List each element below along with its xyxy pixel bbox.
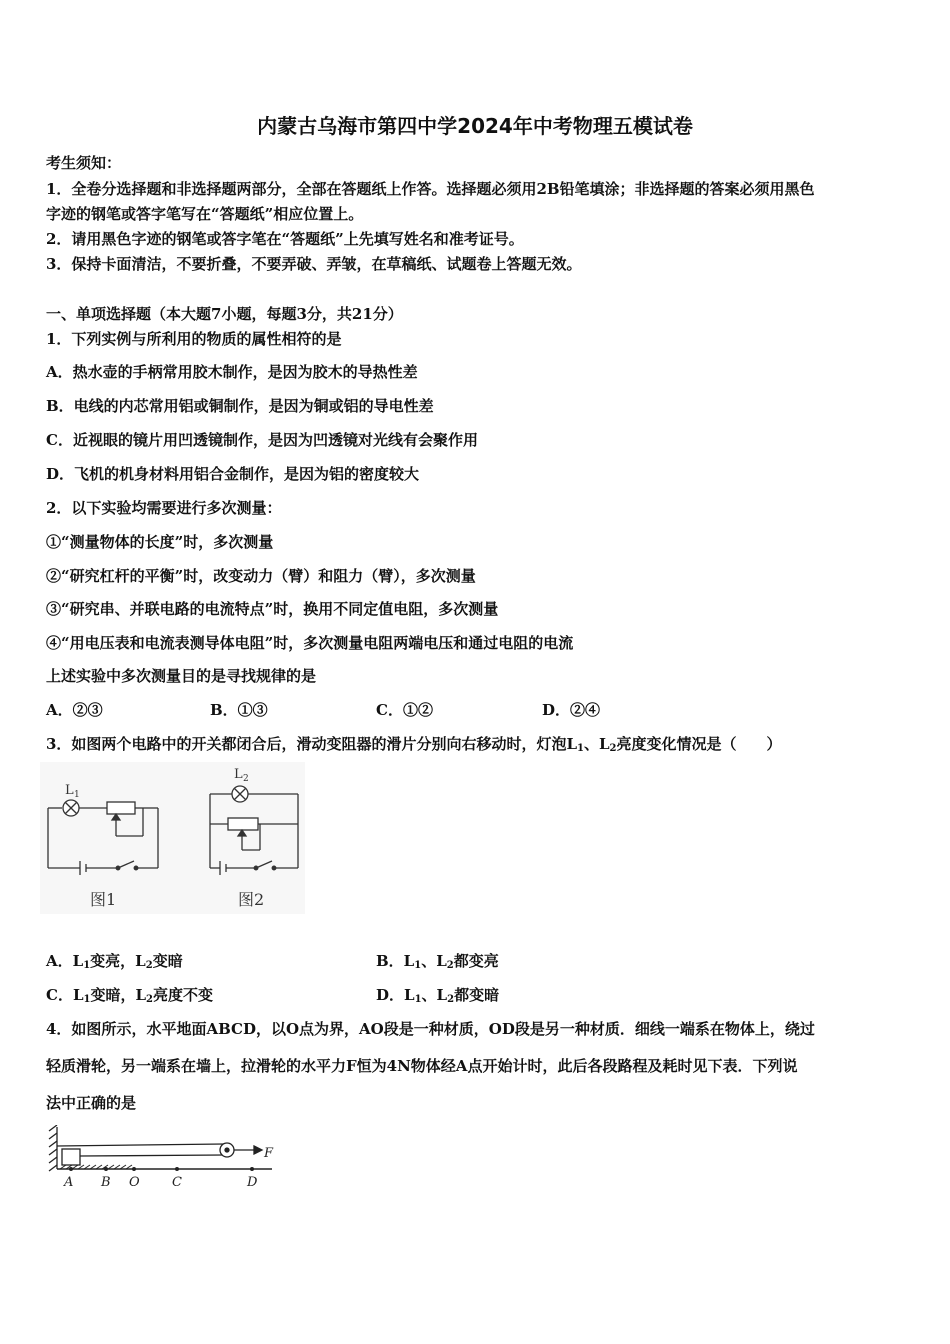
rheostat-2 <box>228 818 258 830</box>
q4-stem-line-3: 法中正确的是 <box>46 1094 137 1112</box>
q4-stem-line-2: 轻质滑轮，另一端系在墙上，拉滑轮的水平力F恒为4N物体经A点开始计时，此后各段路程及耗时见下表．下列说 <box>46 1057 798 1075</box>
q3-stem: 3．如图两个电路中的开关都闭合后，滑动变阻器的滑片分别向右移动时，灯泡$L_1$、$L_2$亮度变化情况是（ ） <box>46 735 782 754</box>
svg-text:O: O <box>129 1175 140 1190</box>
q2-option-d: D．②④ <box>542 701 601 719</box>
fig2-caption: 图2 <box>238 890 265 909</box>
q2-option-b: B．①③ <box>210 701 268 719</box>
q2-stem: 2．以下实验均需要进行多次测量： <box>46 499 282 517</box>
q3-option-d: D．$L_1$、$L_2$都变暗 <box>376 986 500 1005</box>
rheostat-1 <box>107 802 135 814</box>
q2-question: 上述实验中多次测量目的是寻找规律的是 <box>46 667 317 685</box>
svg-text:F: F <box>264 1146 274 1161</box>
q3-option-c: C．$L_1$变暗，$L_2$亮度不变 <box>46 986 214 1005</box>
q1-option-b: B．电线的内芯常用铝或铜制作，是因为铜或铝的导电性差 <box>46 397 434 415</box>
svg-text:D: D <box>247 1175 258 1190</box>
q1-stem: 1．下列实例与所利用的物质的属性相符的是 <box>46 330 342 348</box>
q2-option-a: A．②③ <box>46 701 103 719</box>
svg-text:A: A <box>64 1175 74 1190</box>
force-arrow-icon <box>254 1146 262 1154</box>
q3-option-a: A．$L_1$变亮，$L_2$变暗 <box>46 952 183 971</box>
svg-text:L: L <box>65 783 74 798</box>
q2-statement-2: ②“研究杠杆的平衡”时，改变动力（臂）和阻力（臂），多次测量 <box>46 567 476 585</box>
q3-circuit-figure <box>40 762 305 914</box>
svg-text:L: L <box>234 767 243 782</box>
svg-text:2: 2 <box>243 774 249 784</box>
block <box>62 1149 80 1165</box>
q1-option-c: C．近视眼的镜片用凹透镜制作，是因为凹透镜对光线有会聚作用 <box>46 431 478 449</box>
q3-option-b: B．$L_1$、$L_2$都变亮 <box>376 952 499 971</box>
q2-statement-1: ①“测量物体的长度”时，多次测量 <box>46 533 274 551</box>
notice-item-1-cont: 字迹的钢笔或答字笔写在“答题纸”相应位置上。 <box>46 205 364 223</box>
q2-statement-3: ③“研究串、并联电路的电流特点”时，换用不同定值电阻，多次测量 <box>46 600 499 618</box>
q2-statement-4: ④“用电压表和电流表测导体电阻”时，多次测量电阻两端电压和通过电阻的电流 <box>46 634 574 652</box>
notice-item-3: 3．保持卡面清洁，不要折叠，不要弄破、弄皱，在草稿纸、试题卷上答题无效。 <box>46 255 582 273</box>
notice-item-1: 1．全卷分选择题和非选择题两部分，全部在答题纸上作答。选择题必须用2B铅笔填涂；非选择题的答案必须用黑色 <box>46 180 815 198</box>
notice-item-2: 2．请用黑色字迹的钢笔或答字笔在“答题纸”上先填写姓名和准考证号。 <box>46 230 524 248</box>
fig1-caption: 图1 <box>90 890 117 909</box>
svg-text:B: B <box>101 1175 111 1190</box>
q4-stem-line-1: 4．如图所示，水平地面ABCD，以O点为界，AO段是一种材质，OD段是另一种材质．细线一端系在物体上，绕过 <box>46 1020 815 1038</box>
q1-option-a: A．热水壶的手柄常用胶木制作，是因为胶木的导热性差 <box>46 363 418 381</box>
q2-option-c: C．①② <box>376 701 433 719</box>
notice-heading: 考生须知： <box>46 154 122 172</box>
page-title: 内蒙古乌海市第四中学2024年中考物理五模试卷 <box>257 114 693 138</box>
q1-option-d: D．飞机的机身材料用铝合金制作，是因为铝的密度较大 <box>46 465 420 483</box>
section-heading: 一、单项选择题（本大题7小题，每题3分，共21分） <box>46 305 403 323</box>
string-top <box>57 1144 224 1146</box>
q4-pulley-figure <box>44 1125 280 1191</box>
svg-text:C: C <box>172 1175 182 1190</box>
svg-text:1: 1 <box>74 790 80 800</box>
string-bottom <box>80 1155 224 1156</box>
